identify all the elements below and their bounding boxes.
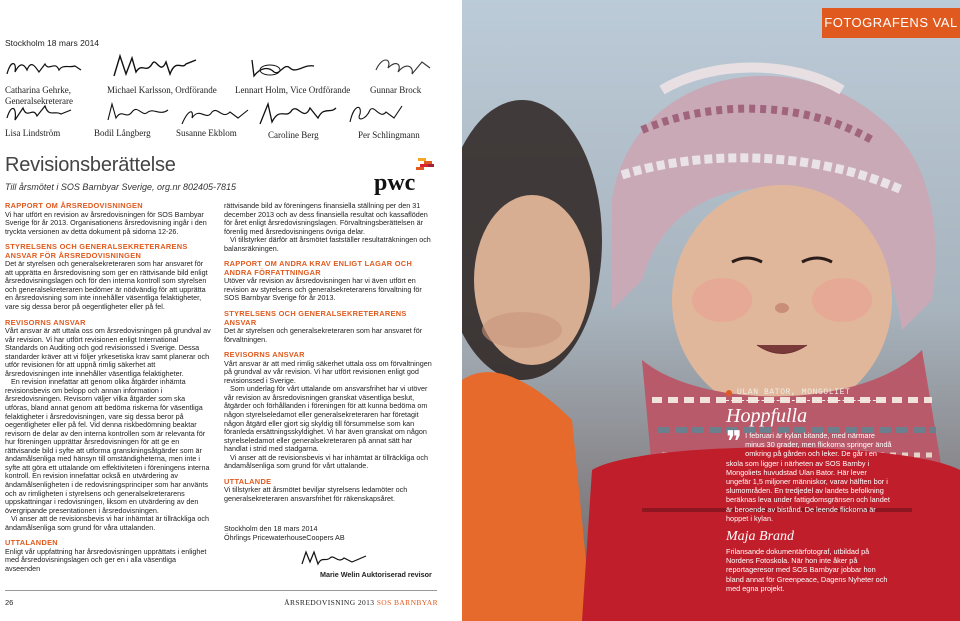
signature-holm bbox=[248, 54, 318, 80]
signature-name-holm: Lennart Holm, Vice Ordförande bbox=[235, 85, 351, 95]
footer-label bbox=[238, 598, 438, 607]
page-number: 26 bbox=[5, 598, 14, 607]
signature-langberg bbox=[106, 100, 170, 126]
footer-report-label: ÅRSREDOVISNING 2013 bbox=[284, 598, 375, 607]
caption-body-text: I februari är kylan bitande, med närmare minus 30 grader, men flickorna springer ändå omkring på gården och leker. De går i en skola som ligger i närheten av SOS Barnby i Mongoliets huvudstad Ulan Bator. Här lever ungefär 1,5 miljoner människor, varav hälften bor i slumområden. En tredjedel av landets befolkning beräknas leva under fattigdomsgränsen och landet är beroende av bistånd. De leende flickorna är hoppet i kylan. bbox=[726, 431, 892, 523]
paragraph: Vårt ansvar är att uttala oss om årsredovisningen på grundval av vår revision. Vi har utfört revisionen enligt International Standards on Auditing och god revisionssed i Sverige. Dessa standarder kräver att vi följer yrkesetiska krav samt planerar och utför revisionen för att uppnå rimlig säkerhet att årsredovisningen inte innehåller väsentliga felaktigheter. bbox=[5, 326, 211, 378]
location-dot-icon bbox=[726, 390, 732, 396]
pwc-logo-text: pwc bbox=[374, 170, 416, 196]
auditor-name: Marie Welin Auktoriserad revisor bbox=[320, 570, 432, 579]
paragraph: Vi tillstyrker att årsmötet beviljar styrelsens ledamöter och generalsekreteraren ansvarsfrihet för räkenskapsåret. bbox=[224, 485, 408, 503]
report-column-1 bbox=[5, 202, 211, 573]
signature-lindstrom bbox=[5, 100, 75, 126]
caption-headline: Hoppfulla bbox=[726, 405, 808, 427]
signature-gehrke bbox=[5, 54, 85, 82]
signature-name-ekblom: Susanne Ekblom bbox=[176, 128, 237, 138]
paragraph: Det är styrelsen och generalsekreteraren som har ansvaret för förvaltningen. bbox=[224, 326, 423, 344]
section-heading: STYRELSENS OCH GENERALSEKRETERARENS ANSVAR FÖR ÅRSREDOVISNINGEN bbox=[5, 242, 188, 260]
photographer-bio: Frilansande dokumentärfotograf, utbildad på Nordens Fotoskola. När hon inte åker på reportageresor med SOS Barnbyar jobbar hon bland annat för Greenpeace, Dagens Nyheter och med egna projekt. bbox=[726, 547, 888, 593]
section-heading: UTTALANDEN bbox=[5, 538, 58, 548]
paragraph: Som underlag för vårt uttalande om ansvarsfrihet har vi utöver vår revision av årsredovisningen granskat väsentliga beslut, åtgärder och förhållanden i föreningen för att kunna bedöma om någon styrelseledamot eller generalsekreteraren har företagit någon åtgärd eller gjort sig skyldig till försummelse som kan föranleda ersättningsskyldighet. Vi har även granskat om någon styrelseledamot eller generalsekreteraren på annat sätt har handlat i strid med stadgarna. bbox=[224, 384, 428, 454]
photographers-choice-banner: FOTOGRAFENS VAL bbox=[822, 8, 960, 38]
signature-ekblom bbox=[180, 102, 250, 128]
signature-name-lindstrom: Lisa Lindström bbox=[5, 128, 61, 138]
section-heading: REVISORNS ANSVAR bbox=[224, 350, 305, 360]
caption-location bbox=[726, 388, 892, 397]
photographer-name: Maja Brand bbox=[726, 529, 795, 545]
caption-location-text: ULAN BATOR, MONGOLIET bbox=[737, 388, 851, 397]
signature-karlsson bbox=[112, 52, 198, 82]
paragraph: Vi tillstyrker därför att årsmötet fastställer resultaträkningen och balansräkningen. bbox=[224, 235, 431, 253]
section-heading: STYRELSENS OCH GENERALSEKRETERARENS ANSVAR bbox=[224, 309, 407, 327]
date-top: Stockholm 18 mars 2014 bbox=[5, 38, 100, 48]
signature-berg bbox=[258, 100, 338, 128]
signature-schlingmann bbox=[346, 100, 406, 128]
paragraph: Vi anser att de revisionsbevis vi har inhämtat är tillräckliga och ändamålsenliga som grund för vårt uttalande. bbox=[224, 452, 429, 471]
paragraph: En revision innefattar att genom olika åtgärder inhämta revisionsbevis om belopp och annan information i årsredovisningen. Revisorn väljer vilka åtgärder som ska utföras, bland annat genom att bedöma riskerna för väsentliga felaktigheter i årsredovisningen, vare sig dessa beror på oegentligheter eller på fel. Vid denna riskbedömning beaktar revisorn de delar av den interna kontrollen som är relevanta för hur föreningen upprättar årsredovisningen för att ge en rättvisande bild i syfte att utforma granskningsåtgärder som är ändamålsenliga med hänsyn till omständigheterna, men inte i syfte att göra ett uttalande om effektiviteten i föreningens interna kontroll. En revision innefattar också en utvärdering av ändamålsenligheten i de redovisningsprinciper som har använts och av rimligheten i styrelsens och generalsekreterarens uppskattningar i redovisningen, liksom en utvärdering av den övergripande presentationen i årsredovisningen. bbox=[5, 377, 210, 515]
signature-name-langberg: Bodil Långberg bbox=[94, 128, 151, 138]
paragraph: Vi anser att de revisionsbevis vi har inhämtat är tillräckliga och ändamålsenliga som grund för våra uttalanden. bbox=[5, 514, 210, 532]
signature-brock bbox=[372, 54, 434, 80]
report-column-2 bbox=[224, 202, 436, 504]
caption-divider bbox=[726, 400, 886, 401]
sign-firm: Öhrlings PricewaterhouseCoopers AB bbox=[224, 533, 345, 542]
sign-place: Stockholm den 18 mars 2014 bbox=[224, 524, 318, 533]
signature-block bbox=[224, 524, 436, 542]
footer-divider bbox=[5, 590, 437, 591]
paragraph: Enligt vår uppfattning har årsredovisningen upprättats i enlighet med årsredovisningslagen och ger en i alla väsentliga avseenden bbox=[5, 546, 207, 573]
page-subtitle: Till årsmötet i SOS Barnbyar Sverige, org.nr 802405-7815 bbox=[5, 182, 237, 192]
signature-name-berg: Caroline Berg bbox=[268, 130, 319, 140]
footer-brand: SOS BARNBYAR bbox=[376, 598, 438, 607]
section-heading: RAPPORT OM ANDRA KRAV ENLIGT LAGAR OCH ANDRA FÖRFATTNINGAR bbox=[224, 259, 413, 277]
section-heading: RAPPORT OM ÅRSREDOVISNINGEN bbox=[5, 201, 143, 210]
section-heading: UTTALANDE bbox=[224, 476, 272, 486]
page-title: Revisionsberättelse bbox=[5, 154, 176, 176]
paragraph: Det är styrelsen och generalsekreteraren som har ansvaret för att upprätta en årsredovisning som ger en rättvisande bild enligt årsredovisningslagen och för den interna kontroll som styrelsen och generalsekreteraren bedömer är nödvändig för att upprätta en årsredovisning som inte innehåller väsentliga felaktigheter, vare sig dessa beror på oegentligheter eller på fel. bbox=[5, 259, 208, 312]
signature-name-brock: Gunnar Brock bbox=[370, 85, 422, 95]
pwc-logo bbox=[372, 158, 436, 198]
paragraph: rättvisande bild av föreningens finansiella ställning per den 31 december 2013 och av dess finansiella resultat och kassaflöden för året enligt årsredovisningslagen. Förvaltningsberättelsen är förenlig med årsredovisningens övriga delar. bbox=[224, 201, 428, 236]
paragraph: Vårt ansvar är att med rimlig säkerhet uttala oss om förvaltningen på grundval av vår revision. Vi har utfört revisionen enligt god revisionssed i Sverige. bbox=[224, 358, 432, 385]
paragraph: Utöver vår revision av årsredovisningen har vi även utfört en revision av styrelsens och generalsekreterarens förvaltning för SOS Barnbyar Sverige för år 2013. bbox=[224, 276, 422, 303]
quote-mark-icon: ❞ bbox=[726, 426, 743, 459]
left-page bbox=[0, 0, 462, 621]
signature-name-schlingmann: Per Schlingmann bbox=[358, 130, 420, 140]
caption-body bbox=[726, 426, 892, 523]
photo-caption bbox=[726, 388, 892, 593]
signature-name-gehrke: Catharina Gehrke, Generalsekreterare bbox=[5, 85, 73, 106]
paragraph: Vi har utfört en revision av årsredovisningen för SOS Barnbyar Sverige för år 2013. Organisationens årsredovisning ingår i den tryckta versionen av detta dokument på sidorna 12-26. bbox=[5, 209, 207, 236]
signature-name-karlsson: Michael Karlsson, Ordförande bbox=[107, 85, 217, 95]
section-heading: REVISORNS ANSVAR bbox=[5, 317, 86, 327]
